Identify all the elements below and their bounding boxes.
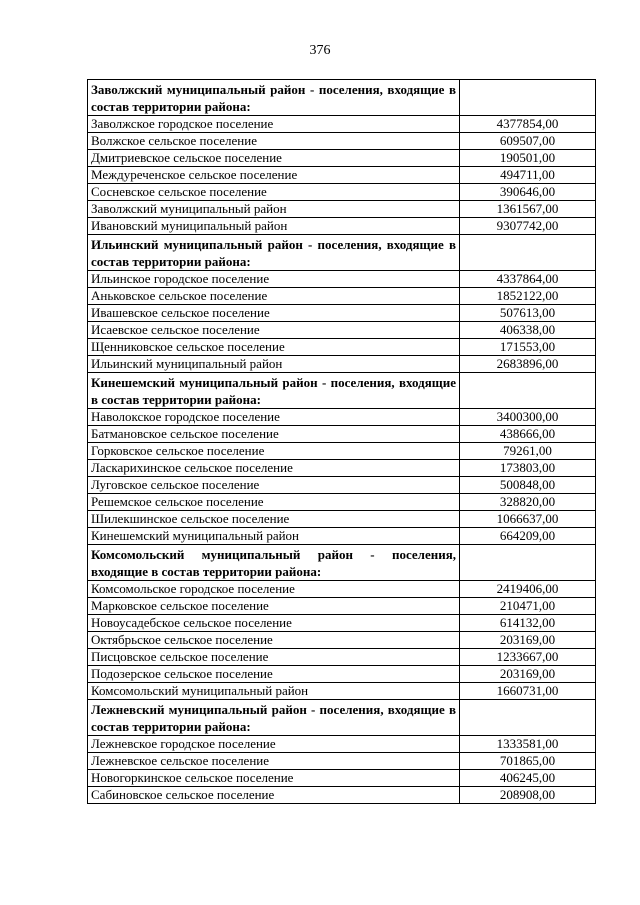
amount-cell: 1361567,00	[460, 201, 596, 218]
settlement-row	[88, 322, 596, 339]
amount-cell: 507613,00	[460, 305, 596, 322]
settlement-name-cell: Комсомольский муниципальный район	[88, 683, 460, 700]
settlement-row	[88, 787, 596, 804]
amount-cell: 190501,00	[460, 150, 596, 167]
settlement-row	[88, 511, 596, 528]
settlement-row	[88, 150, 596, 167]
settlement-row	[88, 133, 596, 150]
settlement-row	[88, 477, 596, 494]
settlement-name-cell: Дмитриевское сельское поселение	[88, 150, 460, 167]
amount-cell: 500848,00	[460, 477, 596, 494]
settlement-name-cell: Решемское сельское поселение	[88, 494, 460, 511]
amount-cell: 406338,00	[460, 322, 596, 339]
settlement-name-cell: Заволжское городское поселение	[88, 116, 460, 133]
settlement-row	[88, 288, 596, 305]
amount-cell	[460, 373, 596, 409]
amount-cell	[460, 80, 596, 116]
amount-cell: 173803,00	[460, 460, 596, 477]
amount-cell: 1066637,00	[460, 511, 596, 528]
settlement-name-cell: Ильинский муниципальный район	[88, 356, 460, 373]
settlement-name-cell: Луговское сельское поселение	[88, 477, 460, 494]
settlement-name-cell: Наволокское городское поселение	[88, 409, 460, 426]
settlement-row	[88, 649, 596, 666]
amount-cell: 701865,00	[460, 753, 596, 770]
settlement-row	[88, 339, 596, 356]
settlement-name-cell: Лежневское городское поселение	[88, 736, 460, 753]
amount-cell: 203169,00	[460, 666, 596, 683]
settlement-name-cell: Новогоркинское сельское поселение	[88, 770, 460, 787]
amount-cell: 1233667,00	[460, 649, 596, 666]
settlement-name-cell: Кинешемский муниципальный район	[88, 528, 460, 545]
settlement-name-cell: Ивановский муниципальный район	[88, 218, 460, 235]
settlement-name-cell: Батмановское сельское поселение	[88, 426, 460, 443]
amount-cell: 328820,00	[460, 494, 596, 511]
settlement-row	[88, 409, 596, 426]
district-header-row	[88, 700, 596, 736]
settlement-name-cell: Новоусадебское сельское поселение	[88, 615, 460, 632]
settlement-row	[88, 683, 596, 700]
settlement-row	[88, 736, 596, 753]
settlement-row	[88, 528, 596, 545]
settlement-name-cell: Волжское сельское поселение	[88, 133, 460, 150]
district-header-cell: Лежневский муниципальный район - поселения, входящие в состав территории района:	[88, 700, 460, 736]
settlement-name-cell: Ивашевское сельское поселение	[88, 305, 460, 322]
amount-cell: 2419406,00	[460, 581, 596, 598]
settlement-name-cell: Сабиновское сельское поселение	[88, 787, 460, 804]
amount-cell: 4377854,00	[460, 116, 596, 133]
settlement-name-cell: Междуреченское сельское поселение	[88, 167, 460, 184]
settlement-name-cell: Горковское сельское поселение	[88, 443, 460, 460]
settlement-name-cell: Щенниковское сельское поселение	[88, 339, 460, 356]
amount-cell: 2683896,00	[460, 356, 596, 373]
amount-cell: 664209,00	[460, 528, 596, 545]
settlement-row	[88, 426, 596, 443]
amount-cell: 4337864,00	[460, 271, 596, 288]
settlement-row	[88, 167, 596, 184]
amount-cell: 208908,00	[460, 787, 596, 804]
settlement-row	[88, 666, 596, 683]
settlement-row	[88, 356, 596, 373]
settlement-name-cell: Лежневское сельское поселение	[88, 753, 460, 770]
settlement-row	[88, 615, 596, 632]
district-header-row	[88, 373, 596, 409]
district-header-cell: Кинешемский муниципальный район - поселения, входящие в состав территории района:	[88, 373, 460, 409]
settlement-row	[88, 460, 596, 477]
settlement-name-cell: Ильинское городское поселение	[88, 271, 460, 288]
amount-cell: 494711,00	[460, 167, 596, 184]
amount-cell: 210471,00	[460, 598, 596, 615]
settlement-row	[88, 632, 596, 649]
settlement-row	[88, 116, 596, 133]
district-header-cell: Заволжский муниципальный район - поселения, входящие в состав территории района:	[88, 80, 460, 116]
district-header-row	[88, 235, 596, 271]
settlement-row	[88, 770, 596, 787]
amount-cell: 203169,00	[460, 632, 596, 649]
settlement-name-cell: Октябрьское сельское поселение	[88, 632, 460, 649]
amount-cell: 1660731,00	[460, 683, 596, 700]
settlement-row	[88, 184, 596, 201]
amount-cell	[460, 700, 596, 736]
settlement-name-cell: Подозерское сельское поселение	[88, 666, 460, 683]
settlement-row	[88, 494, 596, 511]
settlement-name-cell: Писцовское сельское поселение	[88, 649, 460, 666]
amount-cell: 438666,00	[460, 426, 596, 443]
amount-cell: 390646,00	[460, 184, 596, 201]
settlement-row	[88, 201, 596, 218]
settlement-row	[88, 218, 596, 235]
district-header-row	[88, 80, 596, 116]
settlement-row	[88, 443, 596, 460]
amount-cell: 609507,00	[460, 133, 596, 150]
settlement-row	[88, 753, 596, 770]
amount-cell: 406245,00	[460, 770, 596, 787]
settlement-row	[88, 598, 596, 615]
amount-cell: 1333581,00	[460, 736, 596, 753]
amount-cell	[460, 235, 596, 271]
page-number: 376	[309, 43, 331, 58]
settlement-name-cell: Комсомольское городское поселение	[88, 581, 460, 598]
budget-table	[87, 79, 596, 804]
amount-cell: 3400300,00	[460, 409, 596, 426]
district-header-row	[88, 545, 596, 581]
district-header-cell: Ильинский муниципальный район - поселения, входящие в состав территории района:	[88, 235, 460, 271]
settlement-name-cell: Сосневское сельское поселение	[88, 184, 460, 201]
district-header-cell: Комсомольский муниципальный район - поселения, входящие в состав территории района:	[88, 545, 460, 581]
settlement-row	[88, 305, 596, 322]
settlement-name-cell: Ласкарихинское сельское поселение	[88, 460, 460, 477]
amount-cell: 1852122,00	[460, 288, 596, 305]
amount-cell	[460, 545, 596, 581]
settlement-row	[88, 271, 596, 288]
settlement-name-cell: Шилекшинское сельское поселение	[88, 511, 460, 528]
amount-cell: 171553,00	[460, 339, 596, 356]
settlement-name-cell: Марковское сельское поселение	[88, 598, 460, 615]
settlement-name-cell: Исаевское сельское поселение	[88, 322, 460, 339]
amount-cell: 614132,00	[460, 615, 596, 632]
amount-cell: 9307742,00	[460, 218, 596, 235]
settlement-name-cell: Заволжский муниципальный район	[88, 201, 460, 218]
settlement-name-cell: Аньковское сельское поселение	[88, 288, 460, 305]
settlement-row	[88, 581, 596, 598]
amount-cell: 79261,00	[460, 443, 596, 460]
